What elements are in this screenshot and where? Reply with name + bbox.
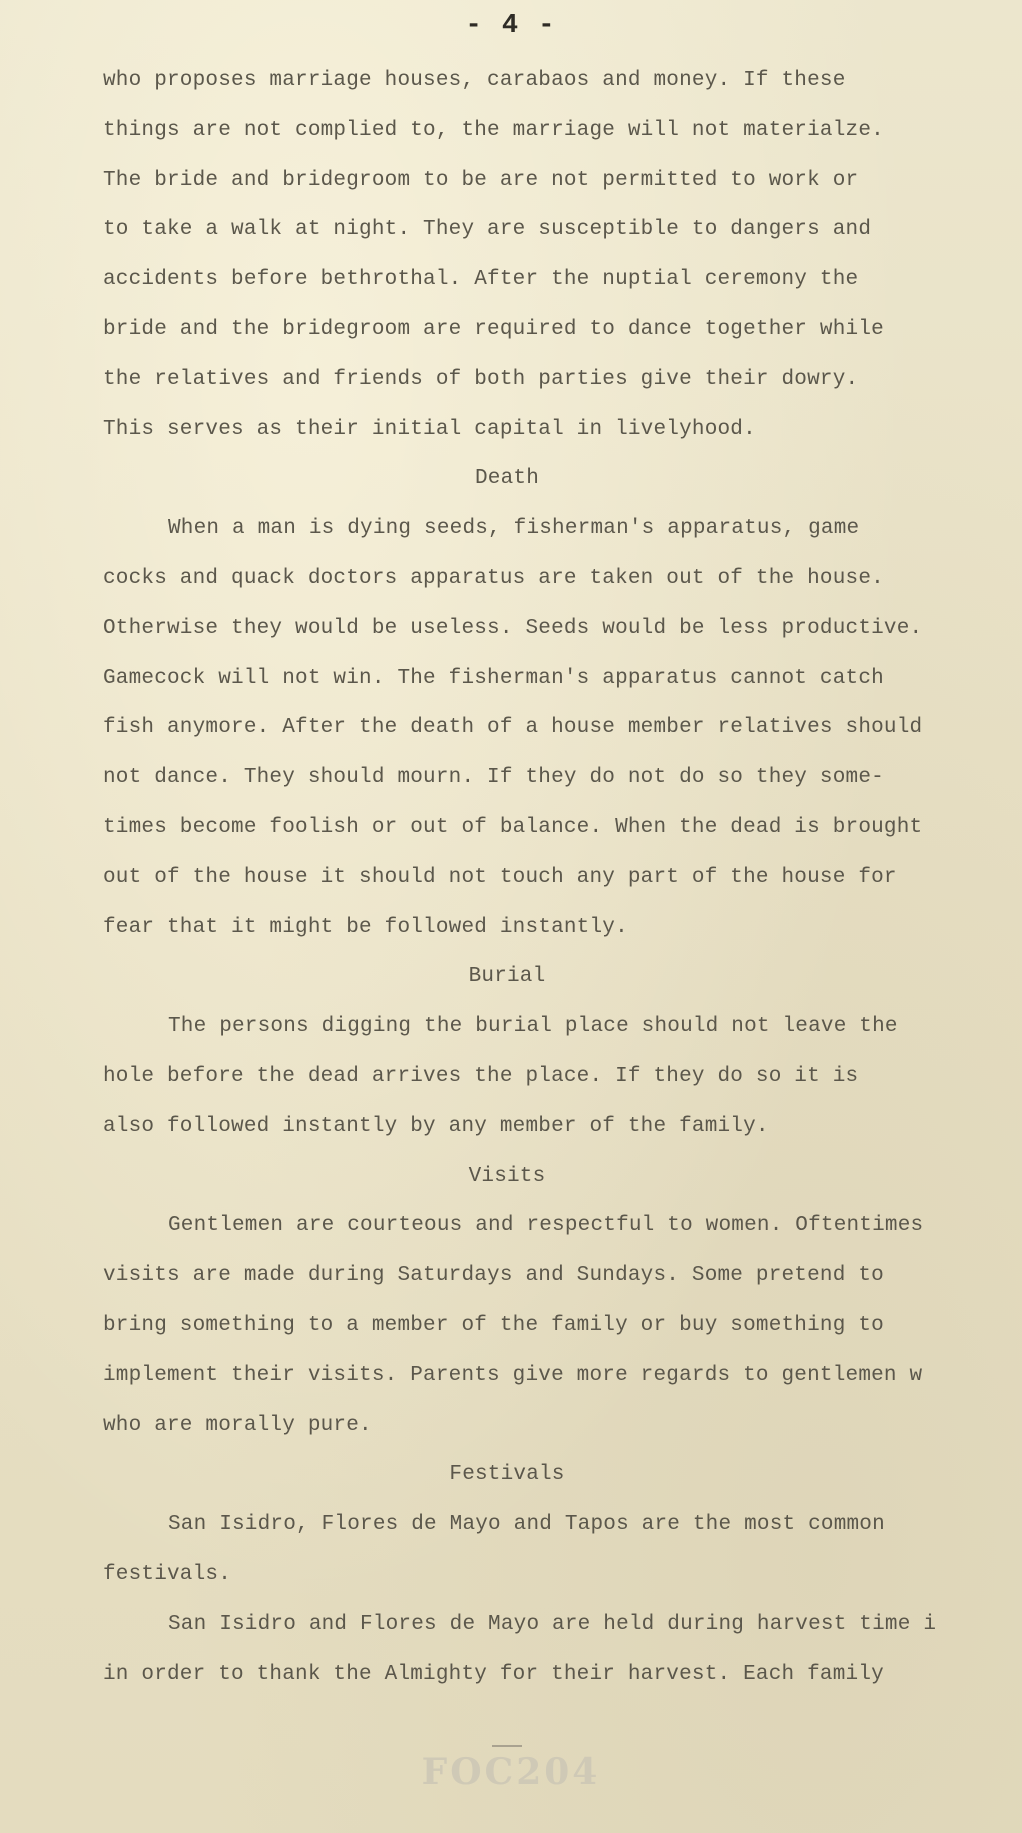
text-line: times become foolish or out of balance. When the dead is brought <box>103 815 923 839</box>
page-number: - 4 - <box>465 11 557 41</box>
paragraph-start: The persons digging the burial place should not leave the <box>168 1015 898 1039</box>
text-line: Otherwise they would be useless. Seeds would be less productive. <box>103 616 923 640</box>
section-heading-visits: Visits <box>468 1164 546 1188</box>
text-line: things are not complied to, the marriage will not materialze. <box>103 118 884 142</box>
text-line: fear that it might be followed instantly. <box>103 915 628 939</box>
text-line: Gamecock will not win. The fisherman's apparatus cannot catch <box>103 666 884 690</box>
paragraph-start: When a man is dying seeds, fisherman's apparatus, game <box>168 517 860 541</box>
paragraph-start: San Isidro and Flores de Mayo are held during harvest time i <box>168 1612 937 1636</box>
section-heading-festivals: Festivals <box>449 1463 565 1487</box>
text-line: visits are made during Saturdays and Sundays. Some pretend to <box>103 1264 884 1288</box>
text-line: who proposes marriage houses, carabaos and money. If these <box>103 69 846 92</box>
text-line: This serves as their initial capital in livelyhood. <box>103 417 756 441</box>
section-heading-burial: Burial <box>468 965 546 989</box>
text-line: the relatives and friends of both parties give their dowry. <box>103 367 859 391</box>
text-line: festivals. <box>103 1562 232 1586</box>
text-line: out of the house it should not touch any part of the house for <box>103 865 897 889</box>
text-line: cocks and quack doctors apparatus are taken out of the house. <box>103 566 884 590</box>
text-line: accidents before bethrothal. After the nuptial ceremony the <box>103 268 859 292</box>
text-line: bring something to a member of the family or buy something to <box>103 1313 884 1337</box>
text-line: to take a walk at night. They are susceptible to dangers and <box>103 218 872 242</box>
text-line: also followed instantly by any member of the family. <box>103 1114 769 1138</box>
text-line: hole before the dead arrives the place. If they do so it is <box>103 1064 859 1088</box>
paragraph-start: Gentlemen are courteous and respectful to women. Oftentimes <box>168 1214 924 1238</box>
text-line: not dance. They should mourn. If they do not do so they some- <box>103 766 884 790</box>
text-line: implement their visits. Parents give more regards to gentlemen w <box>103 1363 923 1387</box>
text-line: in order to thank the Almighty for their harvest. Each family <box>103 1662 884 1686</box>
text-line: The bride and bridegroom to be are not permitted to work or <box>103 168 859 192</box>
body-text <box>103 60 1003 1703</box>
archive-stamp: FOC204 <box>421 1751 601 1793</box>
text-line: who are morally pure. <box>103 1413 372 1437</box>
footer-rule <box>492 1745 522 1747</box>
paragraph-start: San Isidro, Flores de Mayo and Tapos are the most common <box>168 1513 885 1537</box>
section-heading-death: Death <box>474 467 539 491</box>
text-line: bride and the bridegroom are required to dance together while <box>103 317 884 341</box>
text-line: fish anymore. After the death of a house member relatives should <box>103 716 923 740</box>
